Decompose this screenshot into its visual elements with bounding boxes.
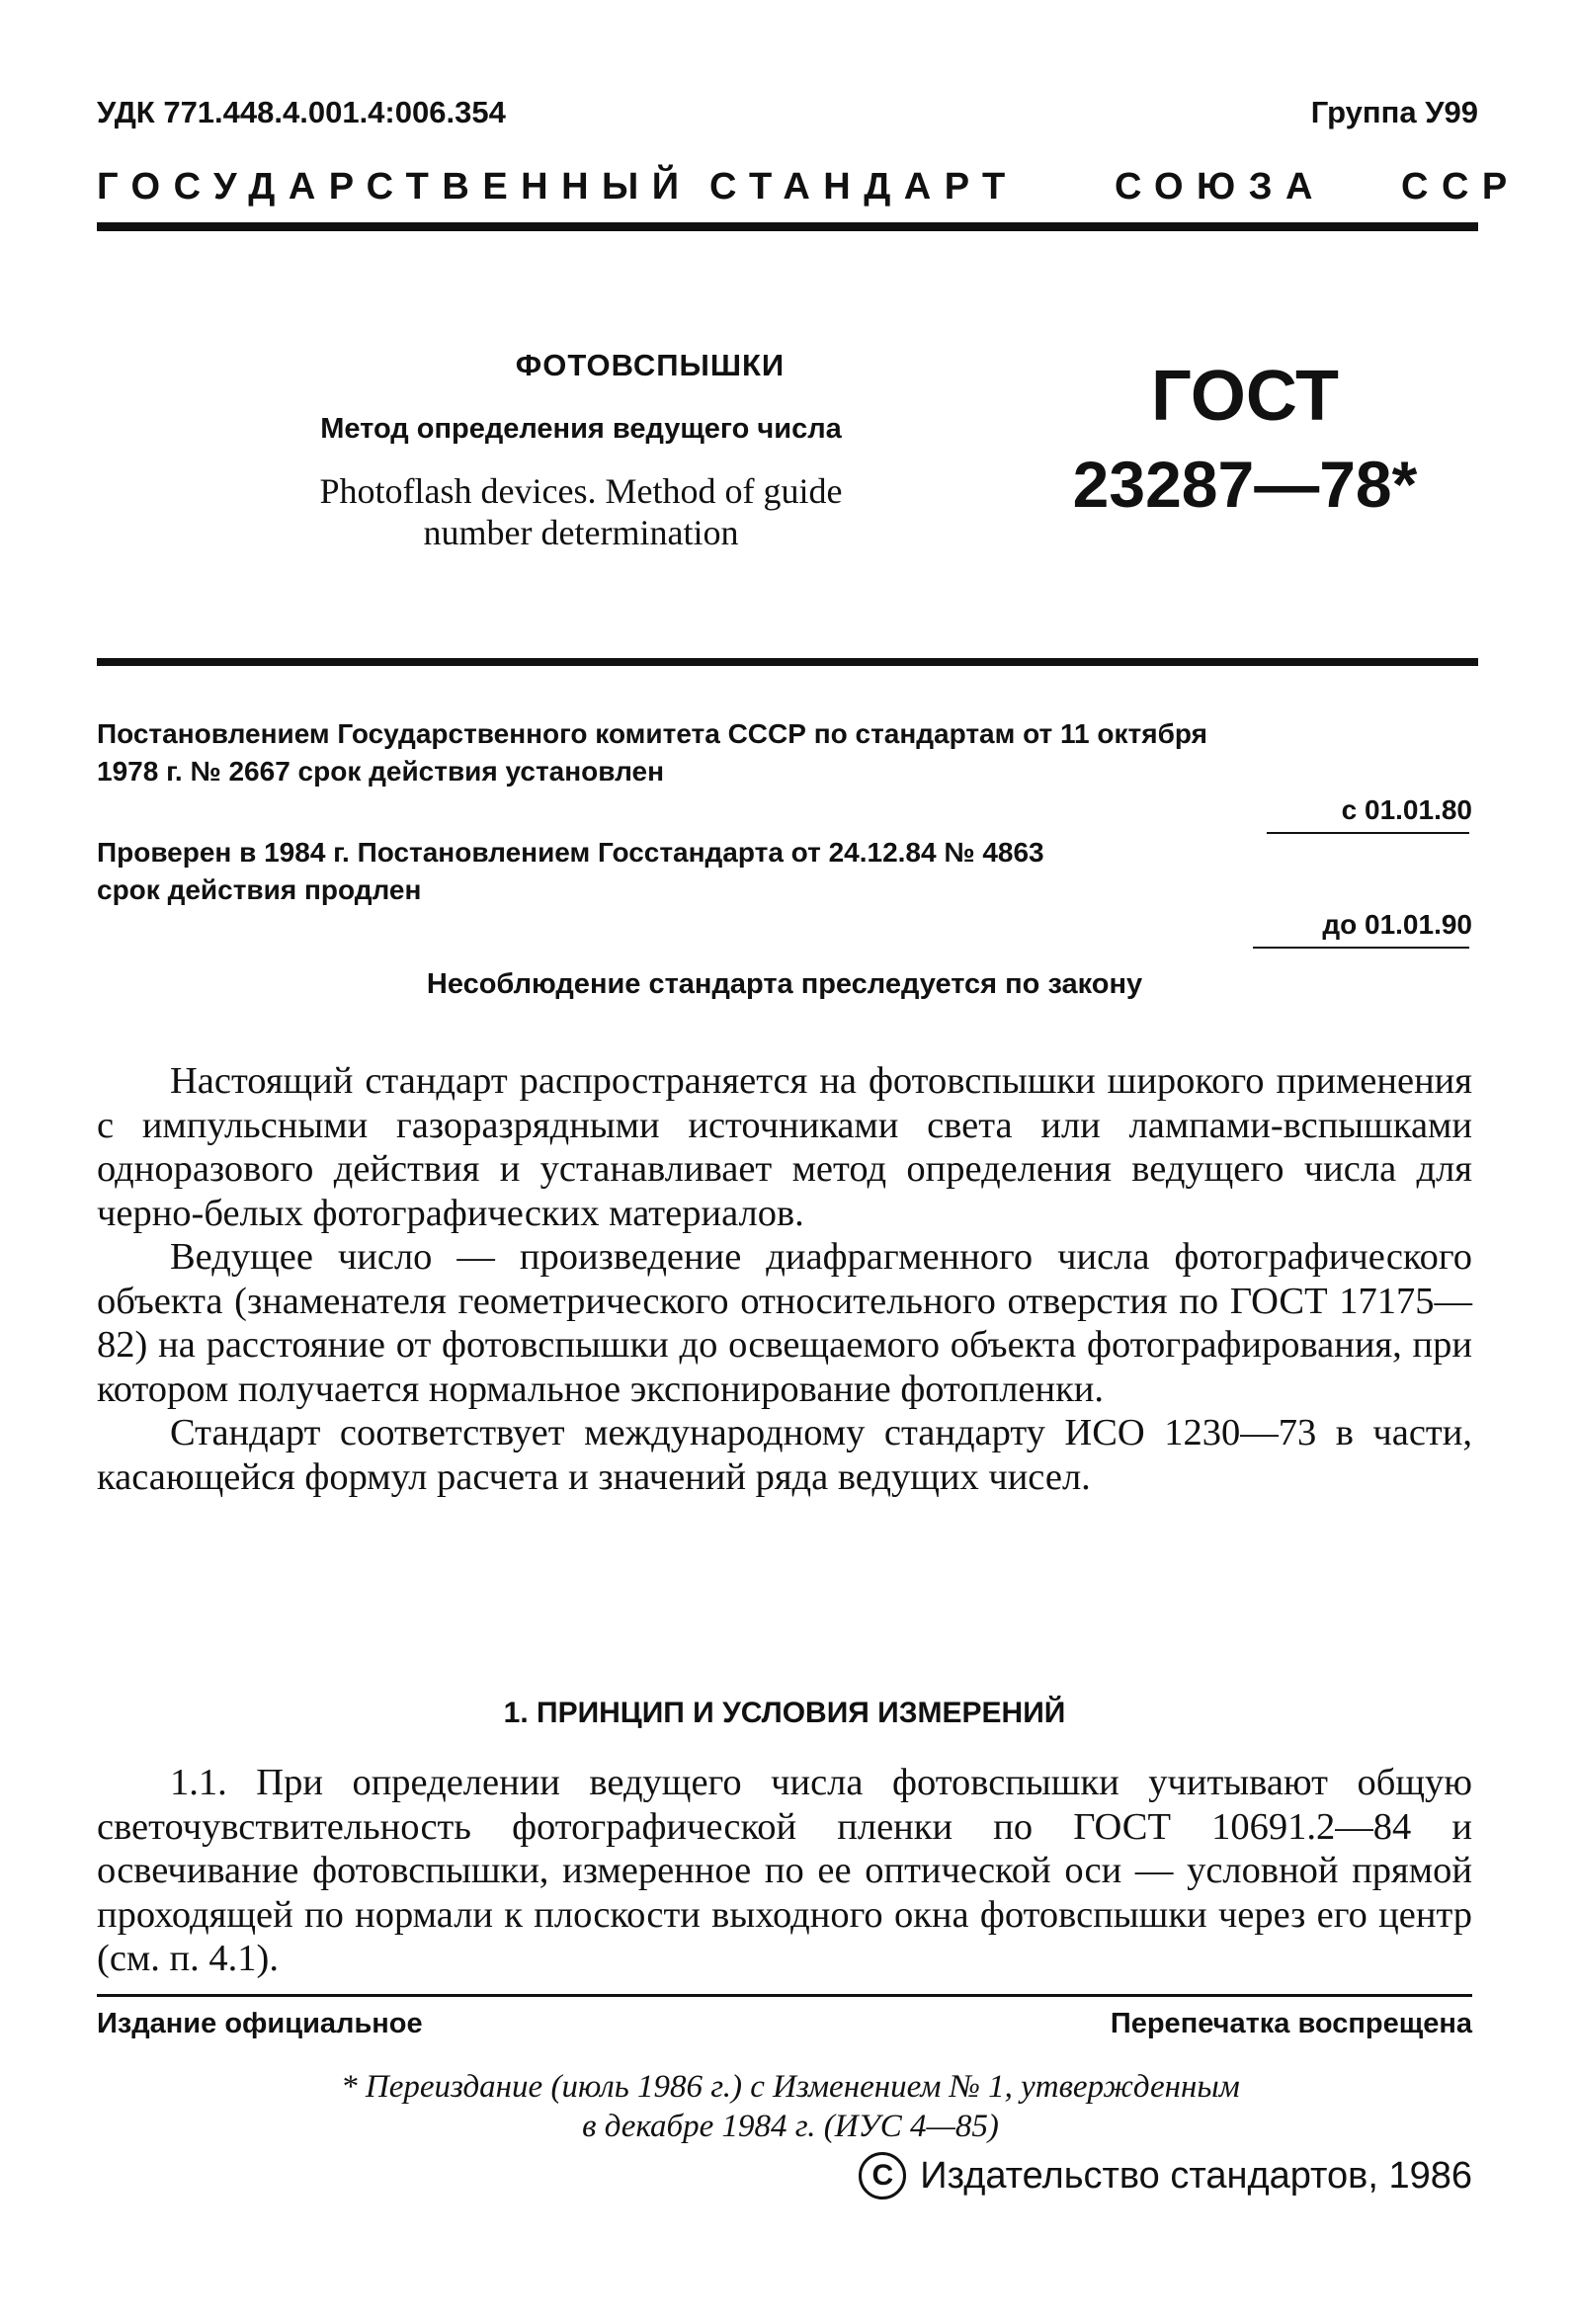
title-en-line-1: Photoflash devices. Method of guide — [319, 471, 843, 511]
gost-label: ГОСТ — [1150, 357, 1340, 436]
document-subtitle-ru: Метод определения ведущего числа — [320, 413, 842, 445]
official-edition-label: Издание официальное — [97, 2008, 423, 2039]
reprint-prohibited-label: Перепечатка воспрещена — [1110, 2008, 1472, 2039]
copyright-icon: C — [859, 2152, 906, 2200]
banner-word-2: СТАНДАРТ — [709, 166, 1019, 208]
decree-line-1: Постановлением Государственного комитета СССР по стандартам от 11 октября — [97, 718, 1207, 749]
document-title-ru: ФОТОВСПЫШКИ — [515, 348, 786, 382]
title-en-line-2: number determination — [423, 513, 739, 552]
decree-approval — [97, 715, 1472, 790]
decree-line-2: 1978 г. № 2667 срок действия установлен — [97, 756, 664, 787]
banner-word-4: ССР — [1401, 166, 1521, 208]
reissue-line-1: * Переиздание (июль 1986 г.) с Изменением № 1, утвержденным — [341, 2069, 1240, 2105]
checked-line-2: срок действия продлен — [97, 874, 422, 905]
extended-to-date: до 01.01.90 — [1322, 909, 1472, 940]
intro-text — [97, 1059, 1472, 1499]
gost-number: 23287—78* — [1072, 448, 1418, 521]
clause-1-1: 1.1. При определении ведущего числа фотовспышки учитывают общую светочувствительность фотографической пленки по ГОСТ 10691.2—84 и освечивание фотовспышки, измеренное по ее оптической оси — условной прямой проходящей по нормали к плоскости выходного окна фотовспышки через его центр (см. п. 4.1). — [97, 1762, 1472, 1979]
banner-word-3: СОЮЗА — [1115, 166, 1326, 208]
title-thick-rule — [97, 658, 1478, 666]
publisher-line — [859, 2152, 1472, 2200]
intro-paragraph-3: Стандарт соответствует международному стандарту ИСО 1230—73 в части, касающейся формул расчета и значений ряда ведущих чисел. — [97, 1412, 1472, 1498]
effective-from-date: с 01.01.80 — [1341, 794, 1472, 825]
reissue-line-2: в декабре 1984 г. (ИУС 4—85) — [582, 2109, 999, 2144]
header-thick-rule — [97, 222, 1478, 231]
document-title-en — [255, 470, 907, 553]
decree-checked — [97, 834, 1472, 909]
publisher-name: Издательство стандартов, 1986 — [920, 2154, 1472, 2197]
section-1-text — [97, 1761, 1472, 1981]
intro-paragraph-2: Ведущее число — произведение диафрагменного числа фотографического объекта (знаменателя геометрического относительного отверстия по ГОСТ 17175—82) на расстояние от фотовспышки до освещаемого объекта фотографирования, при котором получается нормальное экспонирование фотопленки. — [97, 1236, 1472, 1410]
footer-rule — [97, 1994, 1472, 1997]
udk-code: УДК 771.448.4.001.4:006.354 — [97, 95, 506, 129]
intro-paragraph-1: Настоящий стандарт распространяется на фотовспышки широкого применения с импульсными газоразрядными источниками света или лампами-вспышками одноразового действия и устанавливает метод определения ведущего числа для черно-белых фотографических материалов. — [97, 1060, 1472, 1234]
legal-warning: Несоблюдение стандарта преследуется по закону — [426, 968, 1143, 1000]
checked-line-1: Проверен в 1984 г. Постановлением Госстандарта от 24.12.84 № 4863 — [97, 837, 1044, 868]
group-code: Группа У99 — [1310, 95, 1478, 129]
banner-word-1: ГОСУДАРСТВЕННЫЙ — [97, 166, 693, 208]
section-1-heading: 1. ПРИНЦИП И УСЛОВИЯ ИЗМЕРЕНИЙ — [503, 1697, 1066, 1729]
reissue-note — [198, 2067, 1383, 2146]
extended-date-underline — [1253, 947, 1469, 949]
